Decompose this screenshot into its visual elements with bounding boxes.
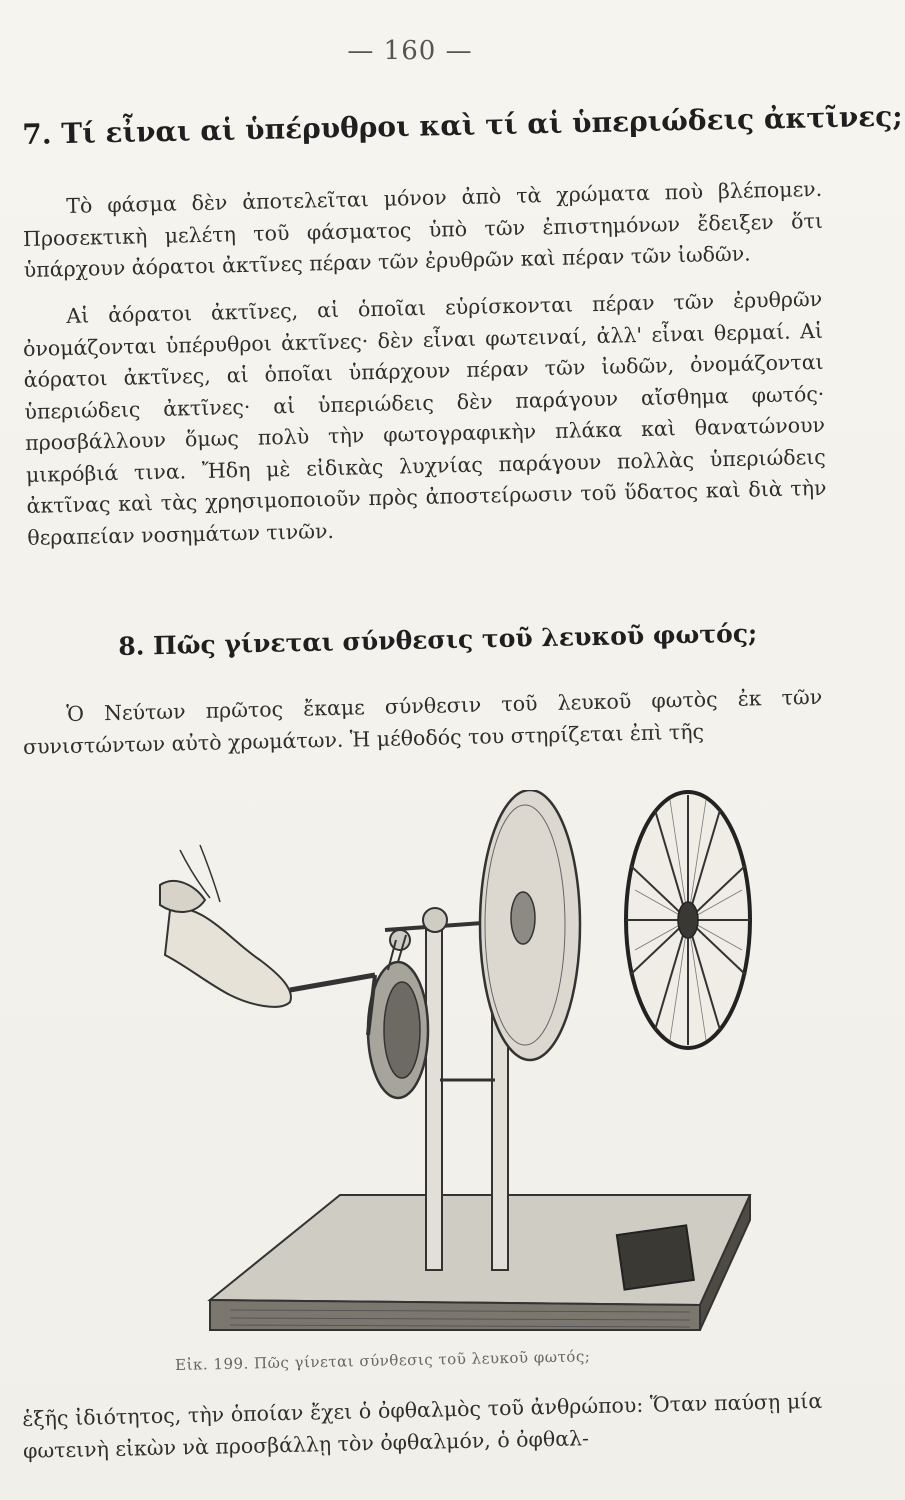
indent [22, 213, 66, 214]
section-8-heading: 8. Πῶς γίνεται σύνθεσις τοῦ λευκοῦ φωτός; [118, 618, 758, 661]
section-7-heading: 7. Τί εἶναι αἱ ὑπέρυθροι καὶ τί αἱ ὑπεριώδεις ἀκτῖνες; [22, 99, 903, 151]
indent [22, 721, 66, 722]
section-7-paragraph-2: Αἱ ἀόρατοι ἀκτῖνες, αἱ ὁποῖαι εὑρίσκονται πέραν τῶν ἐρυθρῶν ὀνομάζονται ὑπέρυθροι ἀκτῖνες· δὲν εἶναι φωτειναί, ἀλλ' εἶναι θερμαί. Αἱ ἀόρατοι ἀκτῖνες, αἱ ὁποῖαι ὑπάρχουν πέραν τῶν ἰωδῶν, ὀνομάζονται ὑπεριώδεις ἀκτῖνες· αἱ ὑπεριώδεις δὲν παράγουν αἴσθημα φωτός· προσβάλλουν ὅμως πολὺ τὴν φωτογραφικὴν πλάκα καὶ θανατώνουν μικρόβιά τινα. Ἤδη μὲ εἰδικὰς λυχνίας παράγουν πολλὰς ὑπεριώδεις ἀκτῖνας καὶ τὰς χρησιμοποιοῦν πρὸς ἀποστείρωσιν τοῦ ὕδατος καὶ διὰ τὴν θεραπείαν νοσημάτων τινῶν. [22, 286, 827, 550]
figure-caption: Εἰκ. 199. Πῶς γίνεται σύνθεσις τοῦ λευκοῦ φωτός; [175, 1347, 591, 1374]
section-7-paragraph-1: Τὸ φάσμα δὲν ἀποτελεῖται μόνον ἀπὸ τὰ χρώματα ποὺ βλέπομεν. Προσεκτικὴ μελέτη τοῦ φάσματος ὑπὸ τῶν ἐπιστημόνων ἔδειξεν ὅτι ὑπάρχουν ἀόρατοι ἀκτῖνες πέραν τῶν ἐρυθρῶν καὶ πέραν τῶν ἰωδῶν. [22, 176, 824, 282]
section-8-paragraph-1: Ὁ Νεύτων πρῶτος ἔκαμε σύνθεσιν τοῦ λευκοῦ φωτὸς ἐκ τῶν συνιστώντων αὐτὸ χρωμάτων. Ἡ μέθοδός του στηρίζεται ἐπὶ τῆς [22, 684, 823, 759]
newton-disc-apparatus-illustration [140, 790, 840, 1350]
section-8-continuation: ἑξῆς ἰδιότητος, τὴν ὁποίαν ἔχει ὁ ὀφθαλμὸς τοῦ ἀνθρώπου: Ὅταν παύσῃ μία φωτεινὴ εἰκὼν νὰ προσβάλλῃ τὸν ὀφθαλμόν, ὁ ὀφθαλ- [22, 1388, 823, 1463]
indent [22, 323, 66, 324]
page-number: — 160 — [347, 36, 473, 66]
